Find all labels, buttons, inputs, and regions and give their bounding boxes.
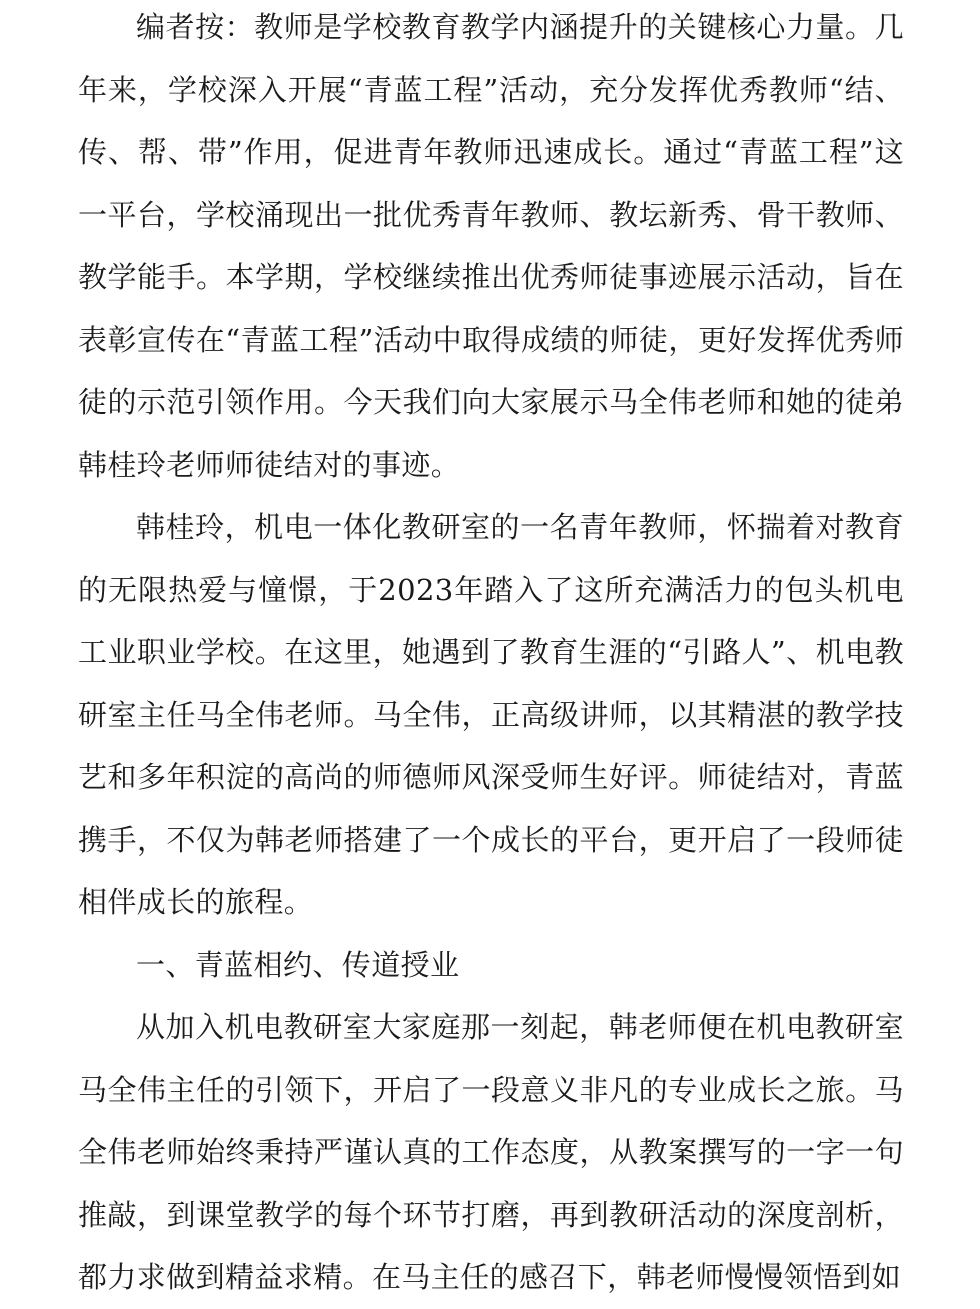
section-heading: 一、青蓝相约、传道授业 xyxy=(136,947,460,982)
body-paragraph: 从加入机电教研室大家庭那一刻起，韩老师便在机电教研室马全伟主任的引领下，开启了一段意义非凡的专业成长之旅。马全伟老师始终秉持严谨认真的工作态度，从教案撰写的一字一句推敲，到课堂教学的每个环节打磨，再到教研活动的深度剖析，都力求做到精益求精。在马主任的感召下，韩老师慢慢领悟到如 xyxy=(78,1010,904,1294)
document-body xyxy=(78,0,904,1309)
intro-paragraph: 韩桂玲，机电一体化教研室的一名青年教师，怀揣着对教育的无限热爱与憧憬，于2023年踏入了这所充满活力的包头机电工业职业学校。在这里，她遇到了教育生涯的“引路人”、机电教研室主任马全伟老师。马全伟，正高级讲师，以其精湛的教学技艺和多年积淀的高尚的师德师风深受师生好评。师徒结对，青蓝携手，不仅为韩老师搭建了一个成长的平台，更开启了一段师徒相伴成长的旅程。 xyxy=(78,510,904,919)
editor-note-paragraph: 编者按：教师是学校教育教学内涵提升的关键核心力量。几年来，学校深入开展“青蓝工程”活动，充分发挥优秀教师“结、传、帮、带”作用，促进青年教师迅速成长。通过“青蓝工程”这一平台，学校涌现出一批优秀青年教师、教坛新秀、骨干教师、教学能手。本学期，学校继续推出优秀师徒事迹展示活动，旨在表彰宣传在“青蓝工程”活动中取得成绩的师徒，更好发挥优秀师徒的示范引领作用。今天我们向大家展示马全伟老师和她的徒弟韩桂玲老师师徒结对的事迹。 xyxy=(78,10,905,482)
